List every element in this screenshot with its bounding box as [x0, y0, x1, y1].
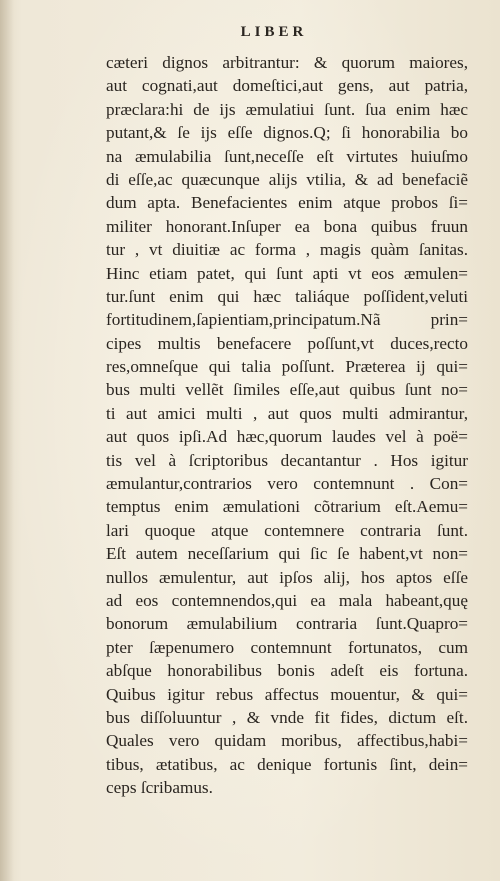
- text-line: tibus, ætatibus, ac denique fortunis ſint, dein=: [106, 754, 468, 774]
- text-line: cipes multis benefacere poſſunt,vt duces,recto: [106, 333, 468, 353]
- text-line: cæteri dignos arbitrantur: & quorum maiores,: [106, 53, 468, 72]
- text-line: Quales vero quidam moribus, affectibus,habi=: [106, 731, 468, 751]
- text-line: bus diſſoluuntur , & vnde fit fides, dictum eſt.: [106, 707, 468, 727]
- text-line: militer honorant.Inſuper ea bona quibus fruun: [106, 216, 468, 236]
- body-text: [106, 51, 468, 800]
- text-line: abſque honorabilibus bonis adeſt eis fortuna.: [106, 661, 468, 681]
- text-line: aut cognati,aut domeſtici,aut gens, aut patria,: [106, 76, 468, 96]
- running-head: LIBER: [240, 24, 308, 40]
- text-line: præclara:hi de ijs æmulatiui ſunt. ſua enim hæc: [106, 99, 468, 119]
- binding-gutter-shadow: [0, 0, 14, 881]
- text-line: res,omneſque qui talia poſſunt. Præterea ij qui=: [106, 357, 468, 377]
- text-line: ad eos contemnendos,qui ea mala habeant,quę: [106, 590, 468, 610]
- text-line: fortitudinem,ſapientiam,principatum.Nã prin=: [106, 310, 468, 330]
- text-line: aut quos ipſi.Ad hæc,quorum laudes vel à poë=: [106, 427, 468, 447]
- text-line: nullos æmulentur, aut ipſos alij, hos aptos eſſe: [106, 567, 468, 587]
- text-line: æmulantur,contrarios vero contemnunt . Con=: [106, 474, 468, 494]
- text-line: tur.ſunt enim qui hæc taliáque poſſident,veluti: [106, 286, 468, 306]
- text-line: ti aut amici multi , aut quos multi admirantur,: [106, 403, 468, 423]
- text-line: bonorum æmulabilium contraria ſunt.Quapro=: [106, 614, 468, 634]
- text-line: lari quoque atque contemnere contraria ſunt.: [106, 520, 468, 540]
- text-line-last: ceps ſcribamus.: [106, 778, 213, 798]
- text-line: pter ſæpenumero contemnunt fortunatos, cum: [106, 637, 468, 657]
- text-line: Hinc etiam patet, qui ſunt apti vt eos æmulen=: [106, 263, 468, 283]
- text-line: putant,& ſe ijs eſſe dignos.Q; ſi honorabilia bo: [106, 123, 468, 143]
- text-line: temptus enim æmulationi cõtrarium eſt.Aemu=: [106, 497, 468, 517]
- text-line: di eſſe,ac quæcunque alijs vtilia, & ad benefaciẽ: [106, 169, 468, 189]
- text-line: tur , vt diuitiæ ac forma , magis quàm ſanitas.: [106, 240, 468, 260]
- text-line: Quibus igitur rebus affectus mouentur, & qui=: [106, 684, 468, 704]
- text-line: dum apta. Benefacientes enim atque probos ſi=: [106, 193, 468, 213]
- text-line: bus multi vellẽt ſimiles eſſe,aut quibus ſunt no=: [106, 380, 468, 400]
- text-line: Eſt autem neceſſarium qui ſic ſe habent,vt non=: [106, 544, 468, 564]
- text-line: na æmulabilia ſunt,neceſſe eſt virtutes huiuſmo: [106, 146, 468, 166]
- text-line: tis vel à ſcriptoribus decantantur . Hos igitur: [106, 450, 468, 470]
